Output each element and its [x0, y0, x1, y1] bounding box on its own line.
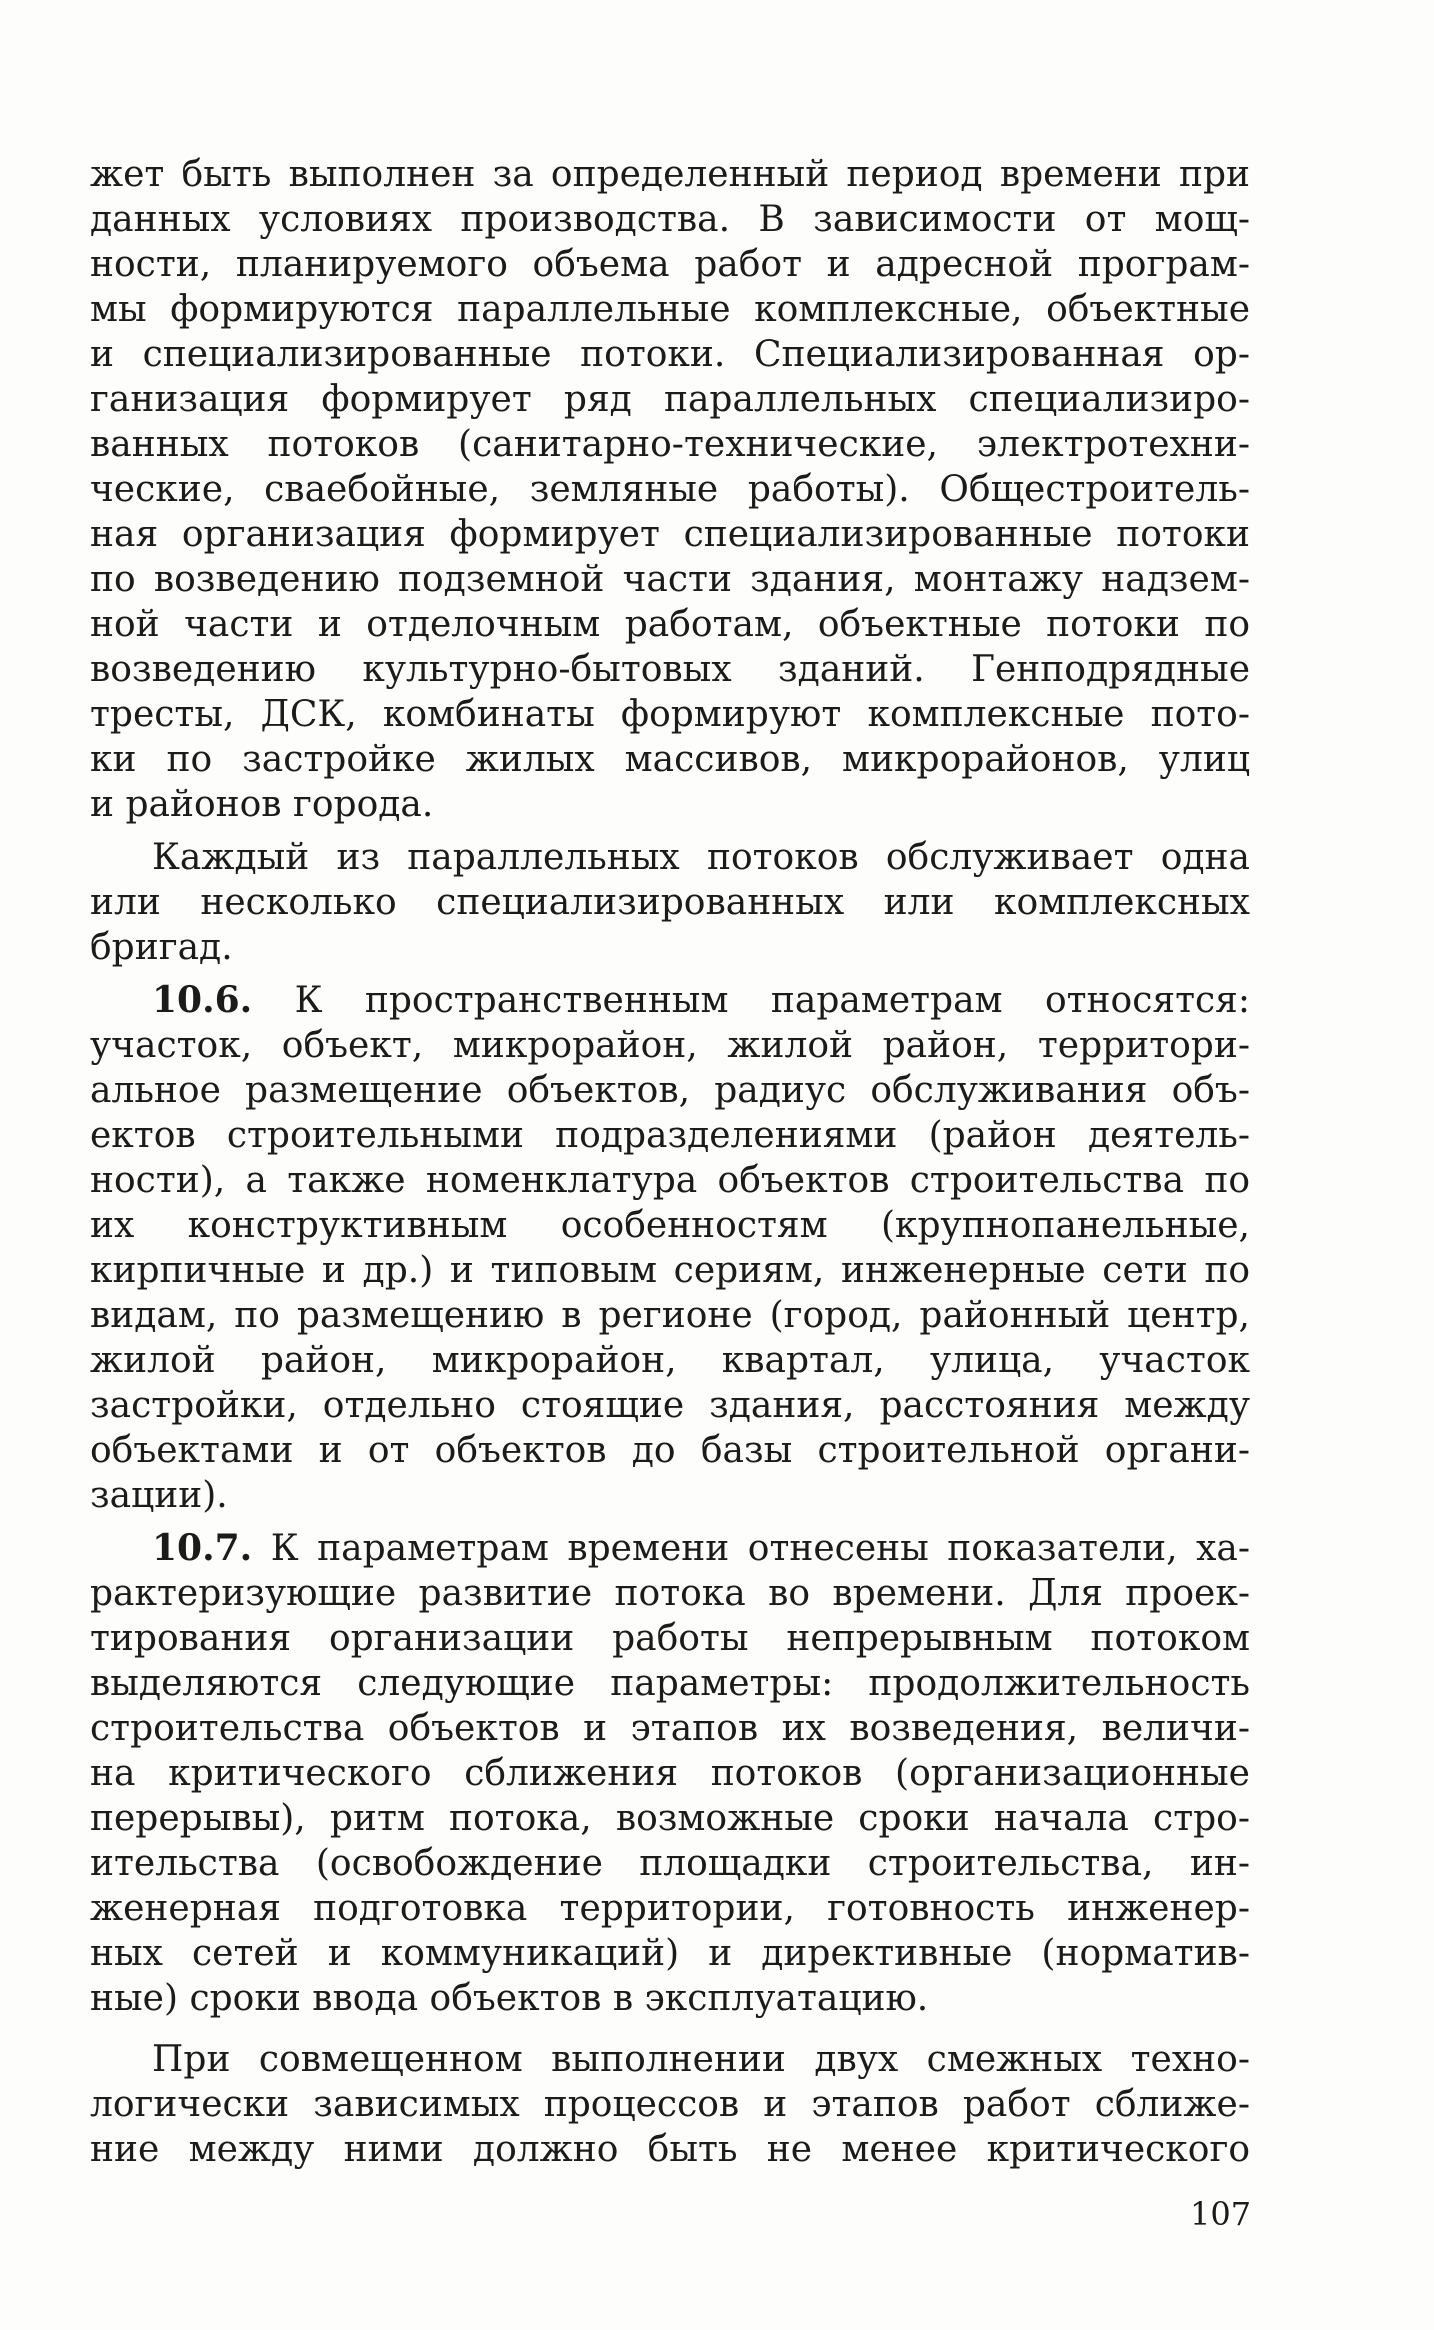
text-line: ных сетей и коммуникаций) и директивные (норматив- — [90, 1933, 1250, 1974]
text-line: данных условиях производства. В зависимости от мощ- — [90, 199, 1250, 240]
text-line: и районов города. — [90, 784, 434, 825]
text-line: выделяются следующие параметры: продолжительность — [90, 1663, 1250, 1704]
text-line: ные) сроки ввода объектов в эксплуатацию. — [90, 1978, 929, 2019]
text-line: ние между ними должно быть не менее критического — [90, 2129, 1250, 2170]
text-line: ектов строительными подразделениями (район деятель- — [90, 1115, 1250, 1156]
text-line: логически зависимых процессов и этапов работ сближе- — [90, 2084, 1250, 2125]
section-number: 10.6. — [152, 979, 253, 1021]
text-line: перерывы), ритм потока, возможные сроки начала стро- — [90, 1798, 1250, 1839]
page-number: 107 — [1190, 2195, 1252, 2233]
text-line: ческие, свaебойные, земляные работы). Общестроитель- — [90, 469, 1250, 510]
text-line: по возведению подземной части здания, монтажу надзем- — [90, 559, 1250, 600]
text-line: тресты, ДСК, комбинаты формируют комплексные пото- — [90, 694, 1250, 735]
text-line: видам, по размещению в регионе (город, районный центр, — [90, 1295, 1250, 1336]
text-line: жилой район, микрорайон, квартал, улица, участок — [90, 1340, 1250, 1381]
text-line: зации). — [90, 1475, 228, 1516]
text-line: ности), а также номенклатура объектов строительства по — [90, 1160, 1250, 1201]
text-line: ительства (освобождение площадки строительства, ин- — [90, 1843, 1250, 1884]
text-line: ная организация формирует специализированные потоки — [90, 514, 1250, 555]
text-line: женерная подготовка территории, готовность инженер- — [90, 1888, 1250, 1929]
text-line: тирования организации работы непрерывным потоком — [90, 1618, 1250, 1659]
section-number: 10.7. — [152, 1527, 253, 1569]
text-line: и специализированные потоки. Специализированная ор- — [90, 334, 1250, 375]
text-line: При совмещенном выполнении двух смежных техно- — [152, 2039, 1250, 2080]
text-line: строительства объектов и этапов их возведения, величи- — [90, 1708, 1250, 1749]
text-line: мы формируются параллельные комплексные, объектные — [90, 289, 1250, 330]
text-line: ной части и отделочным работам, объектные потоки по — [90, 604, 1250, 645]
text-line-content: К параметрам времени отнесены показатели, ха- — [270, 1528, 1251, 1569]
text-line: ванных потоков (санитарно-технические, электротехни- — [90, 424, 1250, 465]
paragraph-combined-execution — [90, 2037, 1250, 2172]
text-line: участок, объект, микрорайон, жилой район, территори- — [90, 1025, 1250, 1066]
paragraph-10-6 — [90, 978, 1250, 1518]
body-text — [90, 152, 1250, 2172]
text-line — [90, 1526, 1250, 1571]
text-line: ки по застройке жилых массивов, микрорайонов, улиц — [90, 739, 1250, 780]
text-line: на критического сближения потоков (организационные — [90, 1753, 1250, 1794]
text-line: объектами и от объектов до базы строительной органи- — [90, 1430, 1250, 1471]
text-line: бригад. — [90, 927, 233, 968]
text-line: кирпичные и др.) и типовым сериям, инженерные сети по — [90, 1250, 1250, 1291]
text-line: возведению культурно-бытовых зданий. Генподрядные — [90, 649, 1250, 690]
text-line: жет быть выполнен за определенный период времени при — [90, 154, 1250, 195]
text-line: или несколько специализированных или комплексных — [90, 882, 1250, 923]
paragraph-10-7 — [90, 1526, 1250, 2021]
text-line: ности, планируемого объема работ и адресной програм- — [90, 244, 1250, 285]
text-line: рактеризующие развитие потока во времени. Для проек- — [90, 1573, 1250, 1614]
text-line — [90, 978, 1250, 1023]
paragraph-brigades — [90, 835, 1250, 970]
text-line: Каждый из параллельных потоков обслуживает одна — [152, 837, 1250, 878]
text-line: их конструктивным особенностям (крупнопанельные, — [90, 1205, 1250, 1246]
paragraph-continuation — [90, 152, 1250, 827]
text-line-content: К пространственным параметрам относятся: — [294, 980, 1250, 1021]
text-line: ганизация формирует ряд параллельных специализиро- — [90, 379, 1250, 420]
text-line: альное размещение объектов, радиус обслуживания объ- — [90, 1070, 1250, 1111]
text-line: застройки, отдельно стоящие здания, расстояния между — [90, 1385, 1250, 1426]
